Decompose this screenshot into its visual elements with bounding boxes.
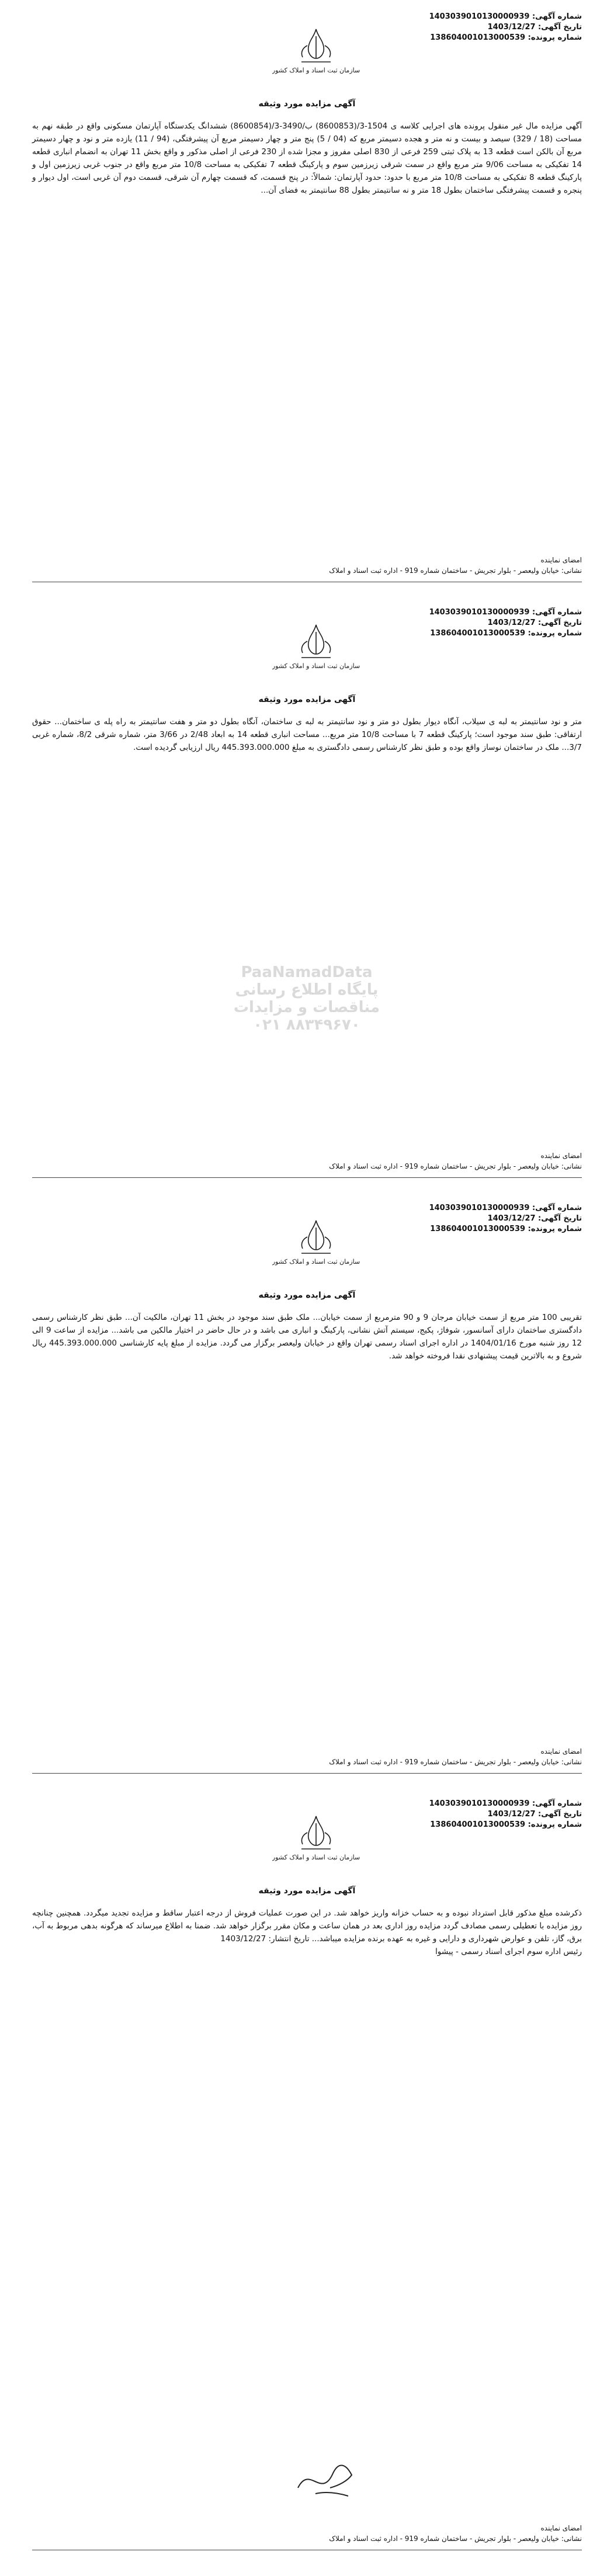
archive-number: شماره آگهی: 1403039010130000939: [429, 1204, 582, 1212]
ad-body: متر و نود سانتیمتر به لبه ی سیلاب، آنگاه دیوار بطول دو متر و نود سانتیمتر به لبه ی ساختمان، آنگاه بطول دو متر و هفت سانتیمتر به راه پله ی ساختمان... حقوق ارتفاقی: طبق سند موجود است؛ پارکینگ قطعه 7 با مساحت 10/8 متر مربع... مساحت انباری قطعه 14 به ابعاد 2/48 در 3/66 متر، شماره شرقی 8/2، شماره غربی 3/7... ملک در ساختمان نوساز واقع بوده و طبق نظر کارشناس رسمی دادگستری به مبلغ 445.393.000.000 ریال ارزیابی گردیده است.: [32, 717, 582, 752]
ad-footer: [32, 2523, 582, 2544]
case-number: شماره پرونده: 138604001013000539: [430, 629, 582, 638]
ad-section-1: [32, 12, 582, 602]
ad-section-2: [32, 607, 582, 1197]
ad-footer: [32, 1746, 582, 1767]
ad-title: آگهی مزایده مورد وثیقه: [258, 99, 356, 109]
handwritten-signature: [292, 2453, 362, 2505]
registration-emblem-icon: [272, 618, 360, 688]
ad-title: آگهی مزایده مورد وثیقه: [258, 1291, 356, 1300]
ad-date: تاریخ آگهی: 1403/12/27: [487, 1810, 582, 1819]
ad-meta: [389, 1203, 582, 1235]
watermark-line-3: ۰۲۱ ۸۸۳۴۹۶۷۰: [253, 1016, 360, 1034]
ad-date: تاریخ آگهی: 1403/12/27: [487, 23, 582, 32]
footer-address: نشانی: خیابان ولیعصر - بلوار تجریش - ساختمان شماره 919 - اداره ثبت اسناد و املاک: [329, 1758, 582, 1766]
ad-footer: [32, 1150, 582, 1171]
footer-address: نشانی: خیابان ولیعصر - بلوار تجریش - ساختمان شماره 919 - اداره ثبت اسناد و املاک: [329, 1162, 582, 1170]
emblem-caption: سازمان ثبت اسناد و املاک کشور: [272, 1258, 360, 1266]
ad-meta: [389, 607, 582, 639]
ad-footer: [32, 555, 582, 576]
ad-title: آگهی مزایده مورد وثیقه: [258, 1886, 356, 1896]
archive-number: شماره آگهی: 1403039010130000939: [429, 1799, 582, 1808]
watermark-line-2: پایگاه اطلاع رسانی مناقصات و مزایدات: [233, 981, 380, 1016]
footer-address: نشانی: خیابان ولیعصر - بلوار تجریش - ساختمان شماره 919 - اداره ثبت اسناد و املاک: [329, 2535, 582, 2543]
section-divider: [32, 1177, 582, 1178]
emblem-caption: سازمان ثبت اسناد و املاک کشور: [272, 67, 360, 74]
registration-emblem-icon: [272, 1809, 360, 1879]
ad-body: آگهی مزایده مال غیر منقول پرونده های اجرایی کلاسه ی 1504-3/(8600853) ب/3490-3/(8600854) ششدانگ یکدستگاه آپارتمان مسکونی واقع در طبقه نهم به مساحت (18 / 329) سیصد و بیست و نه متر و هجده دسیمتر مربع که (04 / 5) پنج متر و چهار دسیمتر مربع آن پیشرفتگی، (94 / 11) یازده متر و نود و چهار دسیمتر مربع آن بالکن است قطعه 13 به پلاک ثبتی 259 فرعی از 830 اصلی مفروز و مجزا شده از 230 فرعی از اصلی مذکور و واقع بخش 11 تهران به انضمام انباری قطعه 14 تفکیکی به مساحت 9/06 متر مربع واقع در سمت شرقی زیرزمین سوم و پارکینگ قطعه 7 تفکیکی به مساحت 10/8 متر مربع واقع در جنوب غربی زیرزمین اول و پارکینگ قطعه 8 تفکیکی به مساحت 10/8 متر مربع با حدود: حدود آپارتمان: شمالاً: در پنج قسمت، که قسمت چهارم آن شرقی، قسمت دوم آن غربی است، اول دیوار و پنجره و قسمت پیشرفتگی ساختمان بطول 18 متر و نه سانتیمتر بطول 88 سانتیمتر به فضای آن...: [32, 121, 582, 195]
footer-signature-label: امضای نماینده: [540, 2524, 582, 2532]
watermark-line-1: PaaNamadData: [241, 964, 373, 981]
ad-body: تقریبی 100 متر مربع از سمت خیابان مرجان 9 و 90 مترمربع از سمت خیابان... ملک طبق سند موجود در بخش 11 تهران، مالکیت آن... طبق نظر کارشناس رسمی دادگستری ساختمان دارای آسانسور، شوفاژ، پکیج، سیستم آتش نشانی، پارکینگ و انباری می باشد و در حال حاضر در اختیار مالکین می باشد... مزایده از ساعت 9 الی 12 روز شنبه مورخ 1404/01/16 در اداره اجرای اسناد رسمی تهران واقع در خیابان ولیعصر برگزار می گردد. مزایده از مبلغ پایه کارشناسی 445.393.000.000 ریال شروع و به بالاترین قیمت پیشنهادی نقدا فروخته خواهد شد.: [32, 1313, 582, 1361]
ad-meta: [389, 1799, 582, 1830]
ad-section-3: [32, 1203, 582, 1793]
case-number: شماره پرونده: 138604001013000539: [430, 33, 582, 42]
footer-address: نشانی: خیابان ولیعصر - بلوار تجریش - ساختمان شماره 919 - اداره ثبت اسناد و املاک: [329, 566, 582, 575]
ad-date: تاریخ آگهی: 1403/12/27: [487, 618, 582, 627]
footer-signature-label: امضای نماینده: [540, 556, 582, 564]
footer-signature-label: امضای نماینده: [540, 1152, 582, 1160]
emblem-caption: سازمان ثبت اسناد و املاک کشور: [272, 662, 360, 670]
case-number: شماره پرونده: 138604001013000539: [430, 1225, 582, 1233]
watermark: [228, 964, 386, 1034]
ad-body: ذکرشده مبلغ مذکور قابل استرداد نبوده و به حساب خزانه واریز خواهد شد. در این صورت عملیات فروش از درجه اعتبار ساقط و مزایده تجدید میگردد. همچنین چنانچه روز مزایده با تعطیلی رسمی مصادف گردد مزایده روز اداری بعد در همان ساعت و مکان مقرر برگزار خواهد شد. ضمنا به اطلاع میرساند که هرگونه بدهی مربوط به آب، برق، گاز، تلفن و عوارض شهرداری و دارایی و غیره به عهده برنده مزایده میباشد... تاریخ انتشار: 1403/12/27 رئیس اداره سوم اجرای اسناد رسمی - پیشوا: [32, 1908, 582, 1956]
archive-number: شماره آگهی: 1403039010130000939: [429, 12, 582, 21]
archive-number: شماره آگهی: 1403039010130000939: [429, 608, 582, 617]
section-divider: [32, 1773, 582, 1774]
case-number: شماره پرونده: 138604001013000539: [430, 1820, 582, 1829]
ad-meta: [389, 12, 582, 43]
ad-title: آگهی مزایده مورد وثیقه: [258, 695, 356, 704]
footer-signature-label: امضای نماینده: [540, 1747, 582, 1755]
registration-emblem-icon: [272, 22, 360, 92]
registration-emblem-icon: [272, 1214, 360, 1284]
emblem-caption: سازمان ثبت اسناد و املاک کشور: [272, 1854, 360, 1861]
ad-date: تاریخ آگهی: 1403/12/27: [487, 1214, 582, 1223]
